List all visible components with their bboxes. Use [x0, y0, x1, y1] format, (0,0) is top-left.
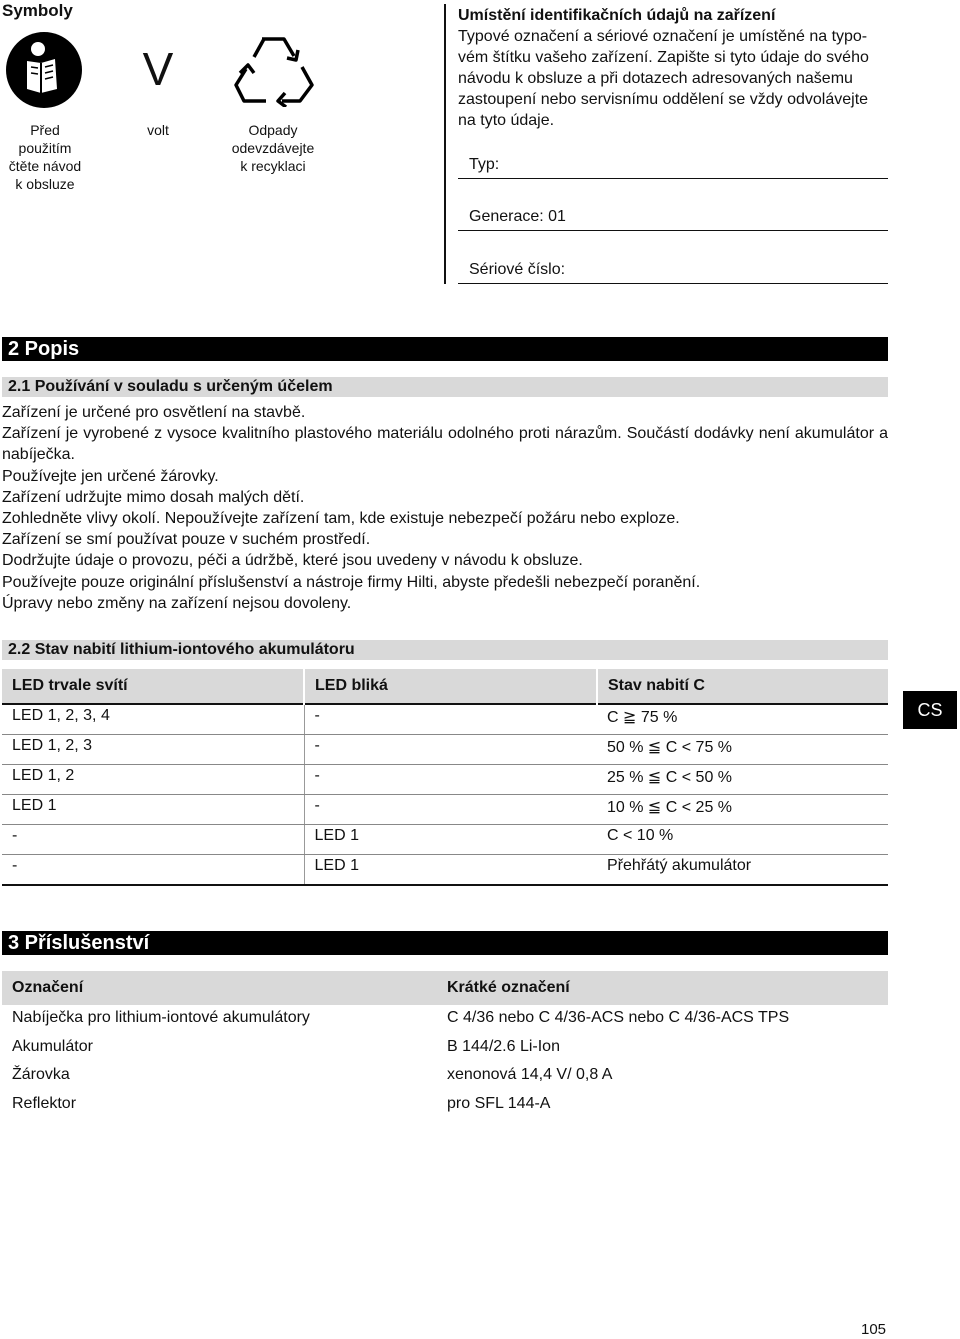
section-2-1-header: 2.1 Používání v souladu s určeným účelem [2, 377, 888, 397]
table-cell: C ≧ 75 % [597, 704, 888, 735]
table-header-row [2, 669, 888, 704]
page-number: 105 [861, 1321, 887, 1338]
battery-status-table [2, 669, 888, 886]
table-cell: LED 1, 2, 3 [2, 735, 304, 765]
symbols-title: Symboly [2, 1, 73, 20]
table-cell: - [304, 765, 597, 795]
table-header-cell: Označení [2, 971, 437, 1005]
table-row [2, 1095, 888, 1124]
table-row [2, 855, 888, 886]
id-info-line: vém štítku vašeho zařízení. Zapište si tyto údaje do svého [458, 49, 869, 66]
table-row [2, 704, 888, 735]
section-2-2-header: 2.2 Stav nabití lithium-iontového akumulátoru [2, 640, 888, 660]
table-header-row [2, 971, 888, 1005]
vertical-divider [444, 4, 446, 284]
read-manual-icon [5, 31, 83, 109]
section-2-1-body [2, 402, 888, 614]
table-cell: 25 % ≦ C < 50 % [597, 765, 888, 795]
id-info-title: Umístění identifikačních údajů na zařízení [458, 7, 776, 24]
table-cell: Přehřátý akumulátor [597, 855, 888, 886]
table-cell: - [304, 704, 597, 735]
id-info-block [458, 5, 888, 131]
paragraph: Zařízení je určené pro osvětlení na stavbě. [2, 404, 306, 421]
section-3-header: 3 Příslušenství [2, 931, 888, 955]
paragraph: Zařízení je vyrobené z vysoce kvalitního plastového materiálu odolného proti nárazům. Součástí dodávky není akumulátor a nabíječka. [2, 425, 888, 464]
id-info-line: na tyto údaje. [458, 112, 555, 129]
table-cell: LED 1 [304, 855, 597, 886]
table-row [2, 1066, 888, 1095]
table-row [2, 735, 888, 765]
table-cell: - [304, 735, 597, 765]
table-row [2, 1038, 888, 1067]
paragraph: Zařízení se smí používat pouze v suchém prostředí. [2, 531, 371, 549]
table-cell: Akumulátor [12, 1037, 93, 1055]
table-row [2, 765, 888, 795]
table-cell: Nabíječka pro lithium-iontové akumulátory [12, 1009, 310, 1026]
table-header-cell: LED bliká [304, 669, 597, 704]
read-manual-caption: Před použitím čtěte návod k obsluze [8, 122, 82, 192]
section-2-header: 2 Popis [2, 337, 888, 361]
table-row [2, 825, 888, 855]
paragraph: Úpravy nebo změny na zařízení nejsou dovoleny. [2, 594, 352, 612]
table-cell: 50 % ≦ C < 75 % [597, 735, 888, 765]
type-field[interactable] [458, 148, 888, 179]
paragraph: Používejte pouze originální příslušenství a nástroje firmy Hilti, abyste předešli nebezpečí poranění. [2, 573, 701, 591]
table-cell: 10 % ≦ C < 25 % [597, 795, 888, 825]
generation-field[interactable] [458, 200, 888, 231]
table-header-cell: Stav nabití C [597, 669, 888, 704]
table-cell: pro SFL 144-A [447, 1094, 551, 1112]
paragraph: Zohledněte vlivy okolí. Nepoužívejte zařízení tam, kde existuje nebezpečí požáru nebo exploze. [2, 510, 680, 528]
table-cell: Žárovka [12, 1066, 70, 1084]
table-row [2, 1005, 888, 1038]
generation-field-label: Generace: 01 [469, 208, 566, 225]
paragraph: Používejte jen určené žárovky. [2, 467, 219, 485]
volt-caption: volt [147, 122, 169, 138]
id-info-line: návodu k obsluze a při dotazech adresovaných našemu [458, 70, 853, 87]
table-header-cell: LED trvale svítí [2, 669, 304, 704]
accessories-table [2, 971, 888, 1123]
table-cell: xenonová 14,4 V/ 0,8 A [447, 1066, 613, 1084]
paragraph: Zařízení udržujte mimo dosah malých dětí. [2, 488, 305, 506]
type-field-label: Typ: [469, 156, 500, 173]
table-cell: - [2, 855, 304, 886]
paragraph: Dodržujte údaje o provozu, péči a údržbě, které jsou uvedeny v návodu k obsluze. [2, 552, 583, 570]
table-cell: LED 1 [304, 825, 597, 855]
table-cell: Reflektor [12, 1094, 77, 1112]
table-cell: B 144/2.6 Li-Ion [447, 1037, 560, 1055]
recycle-caption: Odpady odevzdávejte k recyklaci [231, 122, 315, 174]
table-row [2, 795, 888, 825]
table-cell: C < 10 % [597, 825, 888, 855]
serial-number-field-label: Sériové číslo: [469, 261, 566, 278]
id-info-line: Typové označení a sériové označení je umístěné na typo- [458, 28, 868, 45]
table-cell: - [2, 825, 304, 855]
volt-icon: V [142, 43, 174, 95]
table-cell: LED 1 [2, 795, 304, 825]
table-cell: LED 1, 2 [2, 765, 304, 795]
table-cell: - [304, 795, 597, 825]
table-cell: LED 1, 2, 3, 4 [2, 704, 304, 735]
language-tab: CS [903, 691, 957, 729]
table-header-cell: Krátké označení [437, 971, 888, 1005]
table-cell: C 4/36 nebo C 4/36-ACS nebo C 4/36-ACS TPS [447, 1009, 790, 1026]
serial-number-field[interactable] [458, 253, 888, 284]
recycle-icon [232, 33, 314, 107]
id-info-line: zastoupení nebo servisnímu oddělení se vždy odvolávejte [458, 91, 869, 108]
